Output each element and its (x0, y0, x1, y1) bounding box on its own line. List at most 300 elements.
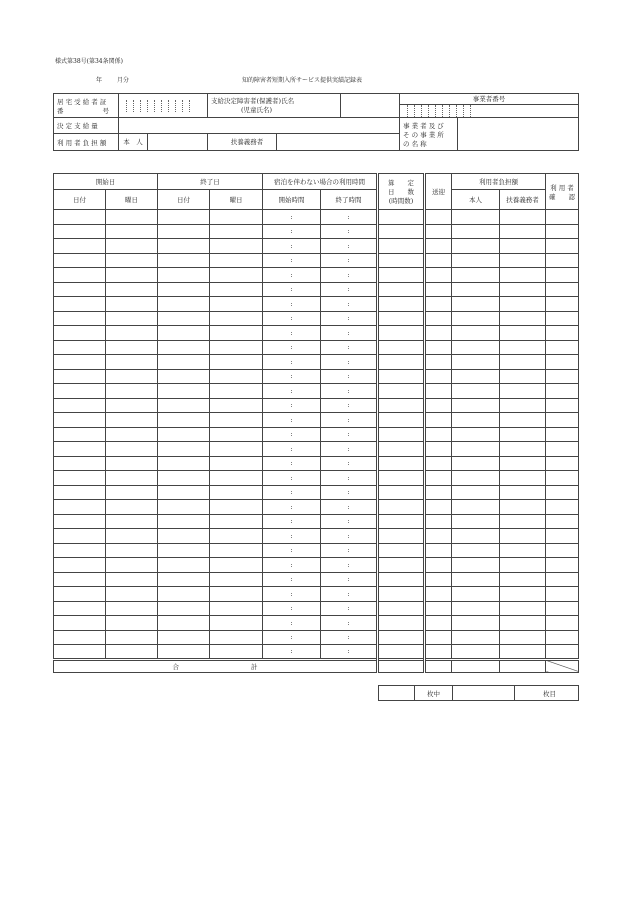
transport-cell[interactable] (425, 427, 452, 442)
calc-days-cell[interactable] (378, 210, 425, 225)
burden-guardian-cell[interactable] (500, 224, 546, 239)
end-date-cell[interactable] (158, 268, 210, 283)
burden-self-cell[interactable] (452, 384, 500, 399)
user-confirm-cell[interactable] (546, 282, 579, 297)
end-date-cell[interactable] (158, 282, 210, 297)
end-weekday-cell[interactable] (210, 210, 263, 225)
end-date-cell[interactable] (158, 471, 210, 486)
start-time-cell[interactable] (263, 297, 321, 312)
start-weekday-cell[interactable] (106, 268, 158, 283)
burden-guardian-cell[interactable] (500, 543, 546, 558)
burden-self-cell[interactable] (452, 398, 500, 413)
calc-days-cell[interactable] (378, 529, 425, 544)
calc-days-cell[interactable] (378, 514, 425, 529)
end-time-cell[interactable] (321, 471, 378, 486)
start-weekday-cell[interactable] (106, 311, 158, 326)
start-date-cell[interactable] (54, 268, 106, 283)
transport-cell[interactable] (425, 529, 452, 544)
start-weekday-cell[interactable] (106, 500, 158, 515)
end-date-cell[interactable] (158, 616, 210, 631)
transport-cell[interactable] (425, 253, 452, 268)
end-date-cell[interactable] (158, 427, 210, 442)
burden-guardian-cell[interactable] (500, 601, 546, 616)
user-confirm-cell[interactable] (546, 543, 579, 558)
calc-days-cell[interactable] (378, 384, 425, 399)
user-confirm-cell[interactable] (546, 427, 579, 442)
start-time-cell[interactable] (263, 398, 321, 413)
transport-cell[interactable] (425, 485, 452, 500)
burden-guardian-cell[interactable] (500, 427, 546, 442)
end-date-cell[interactable] (158, 224, 210, 239)
start-date-cell[interactable] (54, 224, 106, 239)
start-time-cell[interactable] (263, 645, 321, 660)
end-weekday-cell[interactable] (210, 543, 263, 558)
start-time-cell[interactable] (263, 500, 321, 515)
end-weekday-cell[interactable] (210, 601, 263, 616)
transport-cell[interactable] (425, 384, 452, 399)
burden-self-cell[interactable] (452, 456, 500, 471)
user-confirm-cell[interactable] (546, 413, 579, 428)
user-confirm-cell[interactable] (546, 268, 579, 283)
start-weekday-cell[interactable] (106, 239, 158, 254)
end-time-cell[interactable] (321, 427, 378, 442)
start-weekday-cell[interactable] (106, 442, 158, 457)
start-time-cell[interactable] (263, 355, 321, 370)
transport-cell[interactable] (425, 616, 452, 631)
start-time-cell[interactable] (263, 529, 321, 544)
start-time-cell[interactable] (263, 587, 321, 602)
start-date-cell[interactable] (54, 442, 106, 457)
end-time-cell[interactable] (321, 587, 378, 602)
user-confirm-cell[interactable] (546, 587, 579, 602)
burden-guardian-cell[interactable] (500, 456, 546, 471)
burden-self-cell[interactable] (452, 616, 500, 631)
end-date-cell[interactable] (158, 355, 210, 370)
calc-days-cell[interactable] (378, 224, 425, 239)
start-date-cell[interactable] (54, 543, 106, 558)
end-time-cell[interactable] (321, 514, 378, 529)
start-time-cell[interactable] (263, 601, 321, 616)
end-date-cell[interactable] (158, 572, 210, 587)
end-weekday-cell[interactable] (210, 239, 263, 254)
end-date-cell[interactable] (158, 500, 210, 515)
start-time-cell[interactable] (263, 485, 321, 500)
sheet-total-field[interactable] (379, 686, 415, 701)
burden-guardian-cell[interactable] (500, 616, 546, 631)
end-weekday-cell[interactable] (210, 427, 263, 442)
user-confirm-cell[interactable] (546, 601, 579, 616)
start-date-cell[interactable] (54, 587, 106, 602)
user-confirm-cell[interactable] (546, 645, 579, 660)
burden-guardian-field[interactable] (277, 134, 399, 150)
transport-cell[interactable] (425, 268, 452, 283)
burden-self-cell[interactable] (452, 485, 500, 500)
start-weekday-cell[interactable] (106, 413, 158, 428)
burden-guardian-cell[interactable] (500, 297, 546, 312)
end-time-cell[interactable] (321, 456, 378, 471)
transport-cell[interactable] (425, 398, 452, 413)
transport-cell[interactable] (425, 514, 452, 529)
end-weekday-cell[interactable] (210, 558, 263, 573)
burden-guardian-cell[interactable] (500, 355, 546, 370)
user-confirm-cell[interactable] (546, 239, 579, 254)
user-confirm-cell[interactable] (546, 398, 579, 413)
start-date-cell[interactable] (54, 210, 106, 225)
end-weekday-cell[interactable] (210, 471, 263, 486)
start-time-cell[interactable] (263, 239, 321, 254)
transport-cell[interactable] (425, 645, 452, 660)
user-confirm-cell[interactable] (546, 514, 579, 529)
end-time-cell[interactable] (321, 485, 378, 500)
burden-self-cell[interactable] (452, 529, 500, 544)
end-weekday-cell[interactable] (210, 311, 263, 326)
burden-self-cell[interactable] (452, 601, 500, 616)
start-date-cell[interactable] (54, 616, 106, 631)
burden-guardian-cell[interactable] (500, 369, 546, 384)
transport-cell[interactable] (425, 587, 452, 602)
end-time-cell[interactable] (321, 369, 378, 384)
burden-guardian-cell[interactable] (500, 485, 546, 500)
start-date-cell[interactable] (54, 558, 106, 573)
decision-amount-field[interactable] (119, 118, 400, 134)
total-days-field[interactable] (378, 659, 425, 672)
user-confirm-cell[interactable] (546, 224, 579, 239)
end-time-cell[interactable] (321, 630, 378, 645)
end-weekday-cell[interactable] (210, 529, 263, 544)
start-weekday-cell[interactable] (106, 572, 158, 587)
start-weekday-cell[interactable] (106, 514, 158, 529)
calc-days-cell[interactable] (378, 326, 425, 341)
transport-cell[interactable] (425, 326, 452, 341)
calc-days-cell[interactable] (378, 311, 425, 326)
start-date-cell[interactable] (54, 239, 106, 254)
start-time-cell[interactable] (263, 456, 321, 471)
end-weekday-cell[interactable] (210, 500, 263, 515)
start-time-cell[interactable] (263, 442, 321, 457)
end-date-cell[interactable] (158, 239, 210, 254)
end-time-cell[interactable] (321, 384, 378, 399)
burden-self-cell[interactable] (452, 340, 500, 355)
burden-self-cell[interactable] (452, 355, 500, 370)
end-date-cell[interactable] (158, 601, 210, 616)
user-confirm-cell[interactable] (546, 572, 579, 587)
start-date-cell[interactable] (54, 297, 106, 312)
start-date-cell[interactable] (54, 326, 106, 341)
calc-days-cell[interactable] (378, 268, 425, 283)
user-confirm-cell[interactable] (546, 297, 579, 312)
burden-self-cell[interactable] (452, 514, 500, 529)
start-weekday-cell[interactable] (106, 340, 158, 355)
transport-cell[interactable] (425, 239, 452, 254)
burden-guardian-cell[interactable] (500, 326, 546, 341)
calc-days-cell[interactable] (378, 616, 425, 631)
calc-days-cell[interactable] (378, 543, 425, 558)
end-weekday-cell[interactable] (210, 442, 263, 457)
burden-self-cell[interactable] (452, 253, 500, 268)
end-date-cell[interactable] (158, 543, 210, 558)
transport-cell[interactable] (425, 630, 452, 645)
end-weekday-cell[interactable] (210, 384, 263, 399)
end-time-cell[interactable] (321, 398, 378, 413)
calc-days-cell[interactable] (378, 456, 425, 471)
user-confirm-cell[interactable] (546, 355, 579, 370)
burden-guardian-cell[interactable] (500, 645, 546, 660)
start-weekday-cell[interactable] (106, 529, 158, 544)
start-date-cell[interactable] (54, 630, 106, 645)
start-date-cell[interactable] (54, 413, 106, 428)
calc-days-cell[interactable] (378, 587, 425, 602)
burden-guardian-cell[interactable] (500, 282, 546, 297)
calc-days-cell[interactable] (378, 601, 425, 616)
calc-days-cell[interactable] (378, 645, 425, 660)
burden-self-field[interactable] (148, 134, 207, 150)
start-time-cell[interactable] (263, 616, 321, 631)
start-weekday-cell[interactable] (106, 645, 158, 660)
calc-days-cell[interactable] (378, 500, 425, 515)
start-time-cell[interactable] (263, 558, 321, 573)
start-date-cell[interactable] (54, 485, 106, 500)
burden-self-cell[interactable] (452, 427, 500, 442)
end-weekday-cell[interactable] (210, 645, 263, 660)
end-weekday-cell[interactable] (210, 456, 263, 471)
user-confirm-cell[interactable] (546, 500, 579, 515)
user-confirm-cell[interactable] (546, 311, 579, 326)
start-weekday-cell[interactable] (106, 297, 158, 312)
end-time-cell[interactable] (321, 253, 378, 268)
start-weekday-cell[interactable] (106, 210, 158, 225)
end-date-cell[interactable] (158, 529, 210, 544)
transport-cell[interactable] (425, 355, 452, 370)
calc-days-cell[interactable] (378, 558, 425, 573)
burden-self-cell[interactable] (452, 630, 500, 645)
user-confirm-cell[interactable] (546, 253, 579, 268)
user-confirm-cell[interactable] (546, 442, 579, 457)
transport-cell[interactable] (425, 282, 452, 297)
end-date-cell[interactable] (158, 253, 210, 268)
end-time-cell[interactable] (321, 500, 378, 515)
start-time-cell[interactable] (263, 268, 321, 283)
end-weekday-cell[interactable] (210, 369, 263, 384)
calc-days-cell[interactable] (378, 413, 425, 428)
burden-self-cell[interactable] (452, 558, 500, 573)
end-time-cell[interactable] (321, 224, 378, 239)
end-date-cell[interactable] (158, 398, 210, 413)
burden-self-cell[interactable] (452, 543, 500, 558)
end-date-cell[interactable] (158, 340, 210, 355)
calc-days-cell[interactable] (378, 572, 425, 587)
start-weekday-cell[interactable] (106, 558, 158, 573)
transport-cell[interactable] (425, 413, 452, 428)
burden-guardian-cell[interactable] (500, 413, 546, 428)
start-time-cell[interactable] (263, 253, 321, 268)
start-date-cell[interactable] (54, 529, 106, 544)
start-weekday-cell[interactable] (106, 326, 158, 341)
user-confirm-cell[interactable] (546, 456, 579, 471)
start-date-cell[interactable] (54, 456, 106, 471)
end-time-cell[interactable] (321, 616, 378, 631)
end-weekday-cell[interactable] (210, 340, 263, 355)
burden-self-cell[interactable] (452, 282, 500, 297)
end-time-cell[interactable] (321, 442, 378, 457)
burden-guardian-cell[interactable] (500, 268, 546, 283)
start-date-cell[interactable] (54, 355, 106, 370)
end-date-cell[interactable] (158, 645, 210, 660)
end-time-cell[interactable] (321, 282, 378, 297)
transport-cell[interactable] (425, 224, 452, 239)
end-weekday-cell[interactable] (210, 224, 263, 239)
calc-days-cell[interactable] (378, 355, 425, 370)
user-confirm-cell[interactable] (546, 558, 579, 573)
end-time-cell[interactable] (321, 529, 378, 544)
burden-guardian-cell[interactable] (500, 630, 546, 645)
start-time-cell[interactable] (263, 224, 321, 239)
start-time-cell[interactable] (263, 384, 321, 399)
end-date-cell[interactable] (158, 630, 210, 645)
start-weekday-cell[interactable] (106, 616, 158, 631)
start-date-cell[interactable] (54, 601, 106, 616)
burden-self-cell[interactable] (452, 311, 500, 326)
end-date-cell[interactable] (158, 485, 210, 500)
end-time-cell[interactable] (321, 543, 378, 558)
burden-self-cell[interactable] (452, 587, 500, 602)
burden-guardian-cell[interactable] (500, 384, 546, 399)
start-time-cell[interactable] (263, 326, 321, 341)
end-weekday-cell[interactable] (210, 268, 263, 283)
user-confirm-cell[interactable] (546, 326, 579, 341)
burden-guardian-cell[interactable] (500, 558, 546, 573)
start-date-cell[interactable] (54, 427, 106, 442)
burden-self-cell[interactable] (452, 297, 500, 312)
end-weekday-cell[interactable] (210, 282, 263, 297)
end-weekday-cell[interactable] (210, 572, 263, 587)
burden-guardian-cell[interactable] (500, 572, 546, 587)
end-weekday-cell[interactable] (210, 355, 263, 370)
start-time-cell[interactable] (263, 413, 321, 428)
start-weekday-cell[interactable] (106, 456, 158, 471)
end-time-cell[interactable] (321, 239, 378, 254)
start-date-cell[interactable] (54, 384, 106, 399)
start-weekday-cell[interactable] (106, 369, 158, 384)
start-weekday-cell[interactable] (106, 355, 158, 370)
end-weekday-cell[interactable] (210, 297, 263, 312)
start-weekday-cell[interactable] (106, 427, 158, 442)
start-weekday-cell[interactable] (106, 253, 158, 268)
end-date-cell[interactable] (158, 311, 210, 326)
transport-cell[interactable] (425, 297, 452, 312)
transport-cell[interactable] (425, 442, 452, 457)
end-time-cell[interactable] (321, 558, 378, 573)
transport-cell[interactable] (425, 500, 452, 515)
start-date-cell[interactable] (54, 500, 106, 515)
burden-guardian-cell[interactable] (500, 442, 546, 457)
calc-days-cell[interactable] (378, 630, 425, 645)
burden-self-cell[interactable] (452, 500, 500, 515)
calc-days-cell[interactable] (378, 442, 425, 457)
transport-cell[interactable] (425, 471, 452, 486)
user-confirm-cell[interactable] (546, 630, 579, 645)
end-date-cell[interactable] (158, 413, 210, 428)
end-time-cell[interactable] (321, 413, 378, 428)
start-weekday-cell[interactable] (106, 601, 158, 616)
start-time-cell[interactable] (263, 369, 321, 384)
end-date-cell[interactable] (158, 369, 210, 384)
start-date-cell[interactable] (54, 471, 106, 486)
end-date-cell[interactable] (158, 558, 210, 573)
burden-self-cell[interactable] (452, 239, 500, 254)
user-confirm-cell[interactable] (546, 529, 579, 544)
transport-cell[interactable] (425, 456, 452, 471)
burden-guardian-cell[interactable] (500, 471, 546, 486)
burden-guardian-cell[interactable] (500, 239, 546, 254)
user-confirm-cell[interactable] (546, 485, 579, 500)
user-confirm-cell[interactable] (546, 340, 579, 355)
start-time-cell[interactable] (263, 630, 321, 645)
burden-guardian-cell[interactable] (500, 587, 546, 602)
start-time-cell[interactable] (263, 282, 321, 297)
calc-days-cell[interactable] (378, 427, 425, 442)
burden-self-cell[interactable] (452, 442, 500, 457)
burden-self-cell[interactable] (452, 268, 500, 283)
start-weekday-cell[interactable] (106, 224, 158, 239)
transport-cell[interactable] (425, 558, 452, 573)
end-time-cell[interactable] (321, 355, 378, 370)
end-time-cell[interactable] (321, 645, 378, 660)
burden-self-cell[interactable] (452, 326, 500, 341)
calc-days-cell[interactable] (378, 253, 425, 268)
end-time-cell[interactable] (321, 297, 378, 312)
end-time-cell[interactable] (321, 210, 378, 225)
start-time-cell[interactable] (263, 210, 321, 225)
start-time-cell[interactable] (263, 572, 321, 587)
total-guardian-field[interactable] (500, 659, 546, 672)
end-time-cell[interactable] (321, 340, 378, 355)
start-weekday-cell[interactable] (106, 384, 158, 399)
end-time-cell[interactable] (321, 268, 378, 283)
calc-days-cell[interactable] (378, 239, 425, 254)
user-confirm-cell[interactable] (546, 369, 579, 384)
burden-self-cell[interactable] (452, 224, 500, 239)
end-weekday-cell[interactable] (210, 630, 263, 645)
end-time-cell[interactable] (321, 572, 378, 587)
burden-guardian-cell[interactable] (500, 529, 546, 544)
transport-cell[interactable] (425, 543, 452, 558)
transport-cell[interactable] (425, 572, 452, 587)
start-time-cell[interactable] (263, 471, 321, 486)
start-date-cell[interactable] (54, 253, 106, 268)
end-date-cell[interactable] (158, 514, 210, 529)
end-time-cell[interactable] (321, 311, 378, 326)
end-weekday-cell[interactable] (210, 326, 263, 341)
end-date-cell[interactable] (158, 442, 210, 457)
end-weekday-cell[interactable] (210, 514, 263, 529)
burden-guardian-cell[interactable] (500, 210, 546, 225)
burden-guardian-cell[interactable] (500, 398, 546, 413)
user-confirm-cell[interactable] (546, 471, 579, 486)
start-time-cell[interactable] (263, 427, 321, 442)
start-weekday-cell[interactable] (106, 471, 158, 486)
start-time-cell[interactable] (263, 514, 321, 529)
provider-number-field[interactable] (400, 105, 578, 117)
end-date-cell[interactable] (158, 326, 210, 341)
start-date-cell[interactable] (54, 311, 106, 326)
start-date-cell[interactable] (54, 369, 106, 384)
calc-days-cell[interactable] (378, 485, 425, 500)
start-date-cell[interactable] (54, 514, 106, 529)
calc-days-cell[interactable] (378, 297, 425, 312)
start-date-cell[interactable] (54, 572, 106, 587)
sheet-number-field[interactable] (453, 686, 515, 701)
burden-self-cell[interactable] (452, 369, 500, 384)
